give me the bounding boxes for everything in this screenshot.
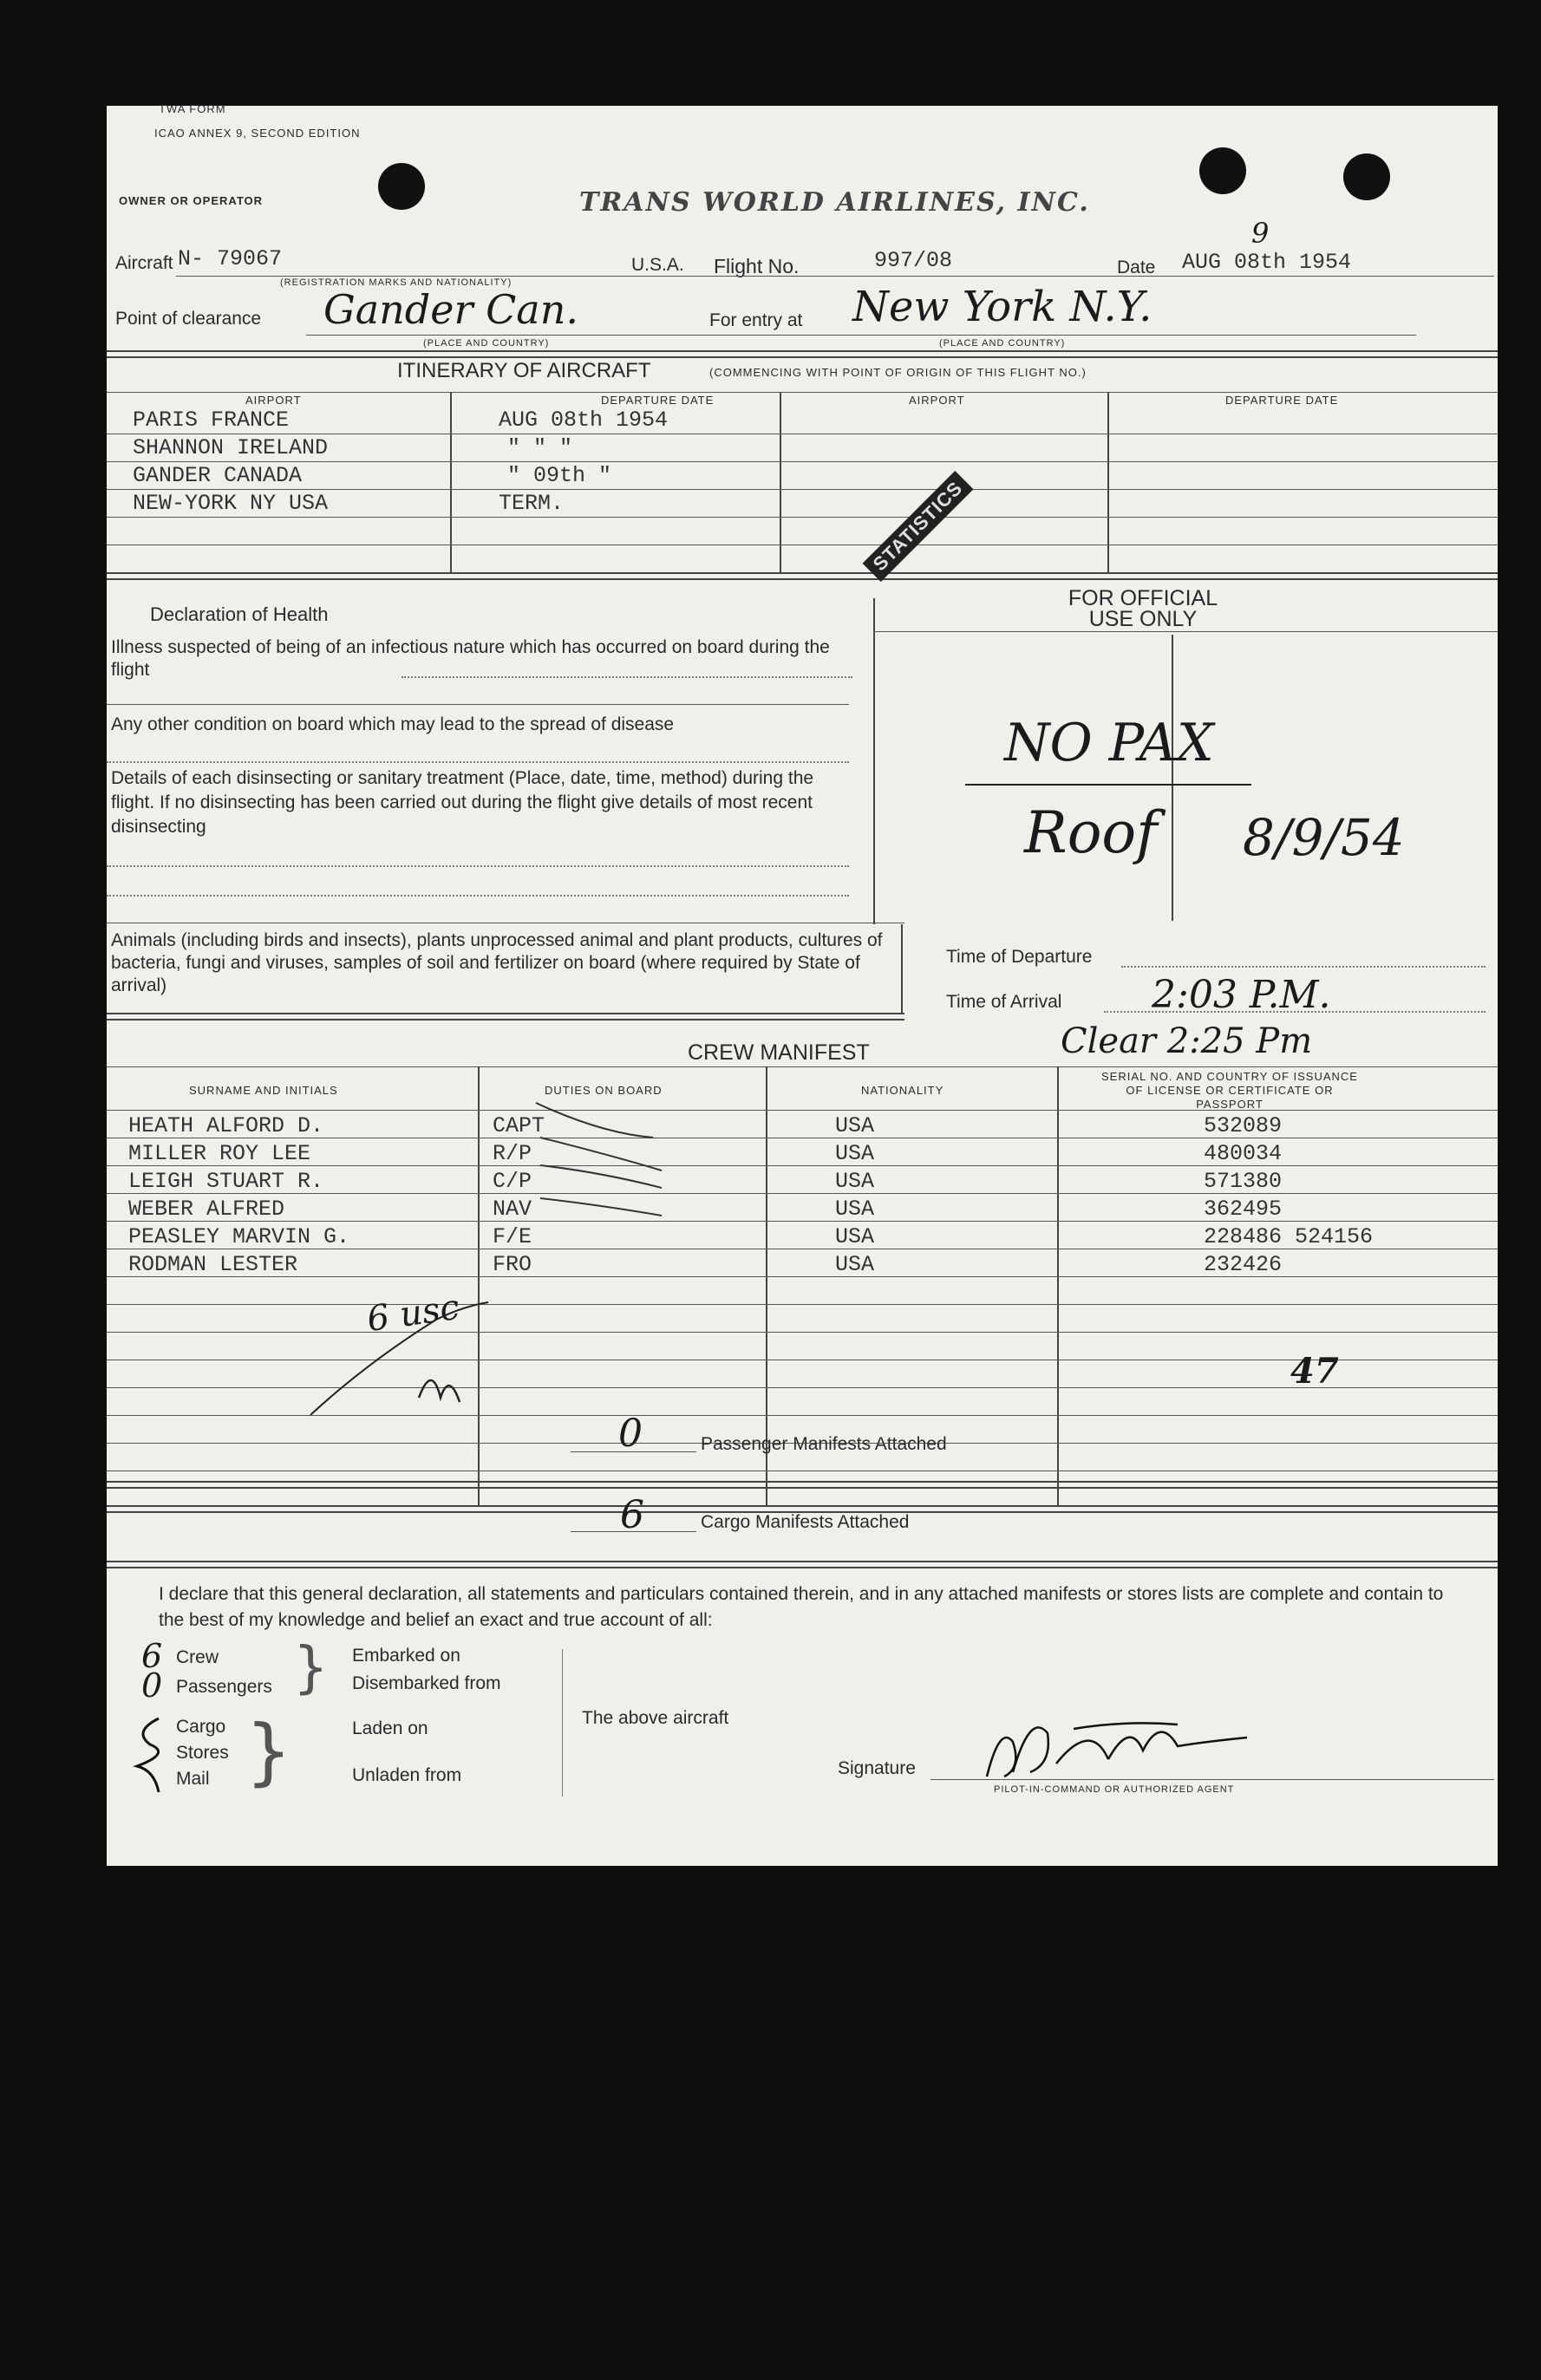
crew-name: WEBER ALFRED <box>128 1197 285 1222</box>
itinerary-title: ITINERARY OF AIRCRAFT <box>397 359 651 382</box>
flight-value: 997/08 <box>874 248 953 273</box>
crew-checkmarks <box>532 1086 809 1285</box>
official-note: NO PAX <box>1004 713 1214 773</box>
decl-disembarked: Disembarked from <box>352 1673 501 1693</box>
crew-nationality: USA <box>835 1169 875 1194</box>
itin-col-departure-2: DEPARTURE DATE <box>1225 394 1339 407</box>
aircraft-label: Aircraft <box>115 253 173 273</box>
flight-label: Flight No. <box>714 255 800 277</box>
owner-label: OWNER OR OPERATOR <box>119 194 264 207</box>
form-number: TWA FORM <box>159 102 226 115</box>
clearance-label: Point of clearance <box>115 309 262 329</box>
decl-embarked: Embarked on <box>352 1646 460 1666</box>
crew-duty: FRO <box>493 1252 532 1277</box>
itin-date: AUG 08th 1954 <box>499 408 669 433</box>
official-date: 8/9/54 <box>1243 808 1405 867</box>
crew-col-duties: DUTIES ON BOARD <box>545 1084 663 1097</box>
official-initials: Roof <box>1024 799 1158 866</box>
crew-serial: 232426 <box>1204 1252 1283 1277</box>
punch-hole <box>378 163 425 210</box>
date-value: AUG 08th 1954 <box>1182 250 1352 275</box>
health-q1: Illness suspected of being of an infectious nature which has occurred on board during the flight <box>111 637 830 680</box>
brace-icon: } <box>245 1709 292 1794</box>
crew-serial: 362495 <box>1204 1197 1283 1222</box>
aircraft-value: N- 79067 <box>178 246 283 271</box>
crew-col-surname: SURNAME AND INITIALS <box>189 1084 338 1097</box>
departure-label: Time of Departure <box>946 947 1093 967</box>
itin-airport: NEW-YORK NY USA <box>133 491 329 516</box>
crew-col-serial: SERIAL NO. AND COUNTRY OF ISSUANCE OF LICENSE OR CERTIFICATE OR PASSPORT <box>1101 1070 1358 1111</box>
arrival-label: Time of Arrival <box>946 992 1062 1012</box>
crew-serial: 532089 <box>1204 1113 1283 1138</box>
health-q4: Animals (including birds and insects), plants unprocessed animal and plant products, cultures of bacteria, fungi and viruses, samples of soil and fertilizer on board (where required by State of arrival) <box>111 930 883 995</box>
itin-col-departure: DEPARTURE DATE <box>601 394 715 407</box>
cleared-note: Clear 2:25 Pm <box>1061 1021 1313 1061</box>
declaration-text: I declare that this general declaration, all statements and particulars contained therein, and in any attached manifests or stores lists are complete and contain to the best of my knowledge and belief an exact and true account of all: <box>159 1584 1444 1630</box>
crew-hand-count: 47 <box>1290 1351 1339 1392</box>
itin-date: " 09th " <box>507 463 612 488</box>
signature-label: Signature <box>838 1758 916 1778</box>
handwritten-check-marks <box>128 1710 180 1796</box>
punch-hole <box>1343 153 1390 200</box>
itin-col-airport-2: AIRPORT <box>909 394 965 407</box>
crew-name: RODMAN LESTER <box>128 1252 298 1277</box>
decl-pass-label: Passengers <box>176 1677 272 1697</box>
itin-date: TERM. <box>499 491 565 516</box>
crew-name: PEASLEY MARVIN G. <box>128 1224 350 1249</box>
cargo-manifests-label: Cargo Manifests Attached <box>701 1512 910 1532</box>
crew-nationality: USA <box>835 1113 875 1138</box>
crew-serial: 228486 524156 <box>1204 1224 1374 1249</box>
signature-caption: PILOT-IN-COMMAND OR AUTHORIZED AGENT <box>994 1784 1235 1795</box>
decl-aircraft: The above aircraft <box>582 1708 729 1728</box>
crew-serial: 480034 <box>1204 1141 1283 1166</box>
decl-pass-count: 0 <box>141 1666 163 1705</box>
crew-nationality: USA <box>835 1141 875 1166</box>
decl-stores-label: Stores <box>176 1743 229 1763</box>
crew-col-nationality: NATIONALITY <box>861 1084 944 1097</box>
crew-nationality: USA <box>835 1252 875 1277</box>
itinerary-subtitle: (COMMENCING WITH POINT OF ORIGIN OF THIS FLIGHT NO.) <box>709 366 1087 379</box>
form-edition: ICAO ANNEX 9, SECOND EDITION <box>154 127 361 140</box>
clearance-value: Gander Can. <box>323 286 578 333</box>
crew-duty: R/P <box>493 1141 532 1166</box>
registration-caption: (REGISTRATION MARKS AND NATIONALITY) <box>280 277 513 288</box>
itin-airport: GANDER CANADA <box>133 463 303 488</box>
health-q2: Any other condition on board which may lead to the spread of disease <box>111 714 675 734</box>
official-title: FOR OFFICIAL USE ONLY <box>1068 586 1218 631</box>
decl-laden: Laden on <box>352 1718 428 1738</box>
entry-value: New York N.Y. <box>852 283 1152 331</box>
date-correction: 9 <box>1251 217 1270 250</box>
cargo-count: 6 <box>620 1493 644 1537</box>
decl-cargo-label: Cargo <box>176 1717 226 1737</box>
crew-nationality: USA <box>835 1224 875 1249</box>
entry-label: For entry at <box>709 310 803 330</box>
passenger-manifests-label: Passenger Manifests Attached <box>701 1434 947 1454</box>
itin-airport: SHANNON IRELAND <box>133 435 329 460</box>
punch-hole <box>1199 147 1246 194</box>
crew-scribble <box>306 1268 506 1424</box>
general-declaration-form <box>107 102 1498 1866</box>
decl-crew-count: 6 <box>141 1637 163 1675</box>
crew-title: CREW MANIFEST <box>688 1040 870 1065</box>
crew-duty: C/P <box>493 1169 532 1194</box>
crew-name: MILLER ROY LEE <box>128 1141 311 1166</box>
place-caption: (PLACE AND COUNTRY) <box>423 338 550 349</box>
crew-duty: CAPT <box>493 1113 545 1138</box>
itin-col-airport: AIRPORT <box>245 394 302 407</box>
decl-mail-label: Mail <box>176 1769 210 1789</box>
statistics-stamp: STATISTICS <box>863 471 974 582</box>
crew-duty: F/E <box>493 1224 532 1249</box>
itin-date: " " " <box>507 435 573 460</box>
itin-airport: PARIS FRANCE <box>133 408 290 433</box>
date-label: Date <box>1117 258 1156 277</box>
captain-signature <box>978 1712 1256 1790</box>
crew-duty: NAV <box>493 1197 532 1222</box>
crew-hand-note: 6 usc <box>364 1287 462 1340</box>
decl-crew-label: Crew <box>176 1647 219 1667</box>
decl-unladen: Unladen from <box>352 1765 462 1785</box>
brace-icon: } <box>293 1636 329 1700</box>
crew-serial: 571380 <box>1204 1169 1283 1194</box>
nationality: U.S.A. <box>631 255 684 275</box>
health-title: Declaration of Health <box>150 603 329 625</box>
passenger-count: 0 <box>618 1412 643 1456</box>
entry-caption: (PLACE AND COUNTRY) <box>939 338 1066 349</box>
crew-name: LEIGH STUART R. <box>128 1169 324 1194</box>
arrival-value: 2:03 P.M. <box>1152 973 1331 1017</box>
crew-nationality: USA <box>835 1197 875 1222</box>
airline-name: TRANS WORLD AIRLINES, INC. <box>579 187 1090 218</box>
crew-name: HEATH ALFORD D. <box>128 1113 324 1138</box>
health-q3: Details of each disinsecting or sanitary treatment (Place, date, time, method) during the flight. If no disinsecting has been carried out during the flight give details of most recent disinsecting <box>111 768 814 837</box>
